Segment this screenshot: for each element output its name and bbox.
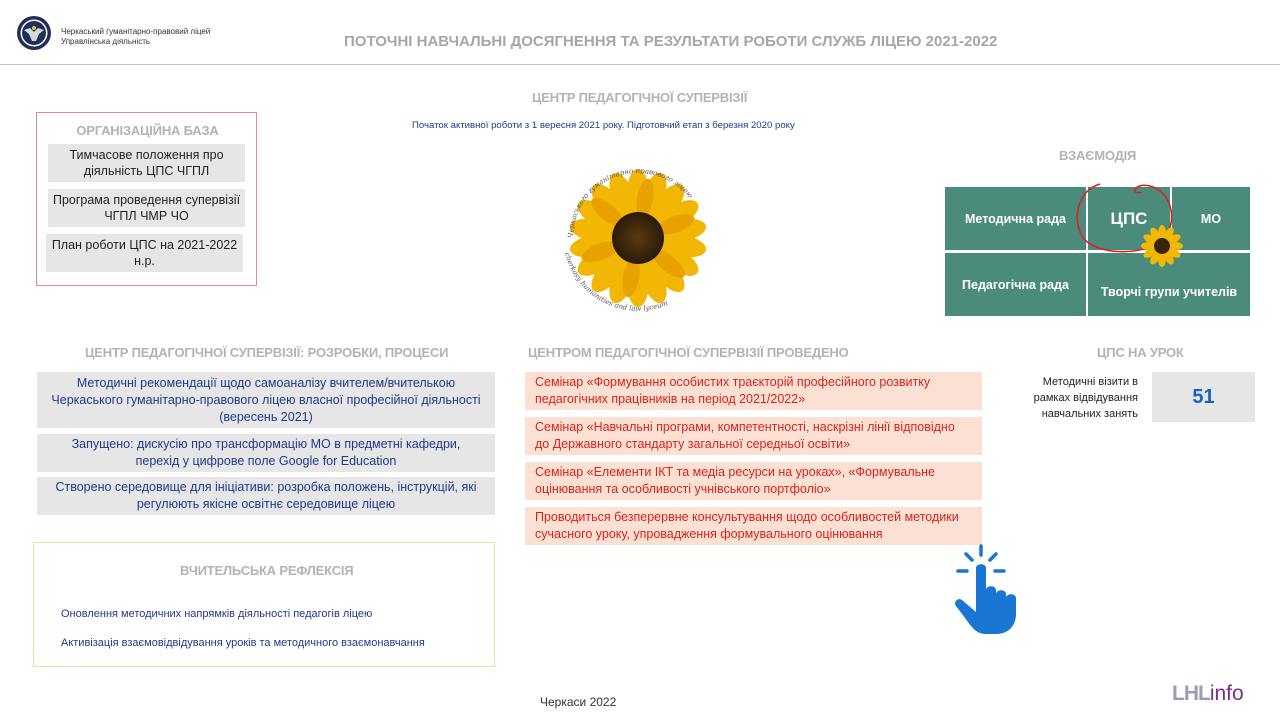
center-title: ЦЕНТР ПЕДАГОГІЧНОЇ СУПЕРВІЗІЇ — [532, 90, 748, 105]
sunflower-icon — [1140, 224, 1184, 268]
reflection-item: Оновлення методичних напрямків діяльності педагогів ліцею — [61, 608, 373, 620]
lesson-visits-count: 51 — [1152, 372, 1255, 422]
developments-title: ЦЕНТР ПЕДАГОГІЧНОЇ СУПЕРВІЗІЇ: РОЗРОБКИ, ПРОЦЕСИ — [85, 345, 449, 360]
lhl-info-logo — [1172, 682, 1244, 706]
tile-methodical-council: Методична рада — [945, 187, 1086, 250]
tile-mo: МО — [1172, 187, 1250, 250]
center-subtitle: Початок активної роботи з 1 вересня 2021 року. Підготовчий етап з березня 2020 року — [412, 120, 795, 131]
pointing-hand-icon[interactable] — [950, 542, 1026, 636]
logo-info: info — [1209, 682, 1244, 705]
emblem-text-bottom: cherkasy humanities and law lyceum — [563, 251, 669, 313]
seminar-item: Семінар «Елементи ІКТ та медіа ресурси на уроках», «Формувальне оцінювання та особливості учнівського портфоліо» — [525, 462, 982, 500]
seminar-item: Проводиться безперервне консультування щодо особливостей методики сучасного уроку, упровадження формувального оцінювання — [525, 507, 982, 545]
org-base-item: Програма проведення супервізії ЧГПЛ ЧМР ЧО — [48, 189, 245, 227]
sunflower-emblem — [543, 143, 733, 333]
org-section: Управлінська діяльність — [61, 37, 151, 46]
org-base-item: Тимчасове положення про діяльність ЦПС ЧГПЛ — [48, 144, 245, 182]
logo-lhl: LHL — [1172, 682, 1210, 705]
tile-cps: ЦПС — [1088, 187, 1170, 250]
development-item: Запущено: дискусію про трансформацію МО в предметні кафедри, перехід у цифрове поле Google for Education — [37, 434, 495, 472]
tile-creative-groups: Творчі групи учителів — [1088, 253, 1250, 316]
development-item: Створено середовище для ініціативи: розробка положень, інструкцій, які регулюють якісне освітнє середовище ліцею — [37, 477, 495, 515]
school-emblem-icon — [16, 15, 52, 51]
org-name: Черкаський гуманітарно-правовий ліцей — [61, 27, 211, 36]
tile-pedagogical-council: Педагогічна рада — [945, 253, 1086, 316]
lesson-label: Методичні візити в рамках відвідування навчальних занять — [1033, 376, 1138, 420]
conducted-title: ЦЕНТРОМ ПЕДАГОГІЧНОЇ СУПЕРВІЗІЇ ПРОВЕДЕНО — [528, 345, 849, 360]
seminar-item: Семінар «Навчальні програми, компетентності, наскрізні лінії відповідно до Державного стандарту загальної середньої освіти» — [525, 417, 982, 455]
reflection-title: ВЧИТЕЛЬСЬКА РЕФЛЕКСІЯ — [180, 563, 354, 578]
development-item: Методичні рекомендації щодо самоаналізу вчителем/вчителькою Черкаського гуманітарно-правового ліцею власної професійної діяльності (вересень 2021) — [37, 372, 495, 428]
org-base-item: План роботи ЦПС на 2021-2022 н.р. — [46, 234, 243, 272]
emblem-text-top: Черкаського гуманітарно-правового ліцею — [566, 166, 695, 239]
lesson-title: ЦПС НА УРОК — [1097, 345, 1184, 360]
footer-city: Черкаси 2022 — [540, 695, 617, 709]
interaction-title: ВЗАЄМОДІЯ — [1059, 148, 1137, 163]
org-base-title: ОРГАНІЗАЦІЙНА БАЗА — [76, 123, 219, 138]
seminar-item: Семінар «Формування особистих траєкторій професійного розвитку педагогічних працівників на період 2021/2022» — [525, 372, 982, 410]
header-divider — [0, 64, 1280, 65]
reflection-item: Активізація взаємовідвідування уроків та методичного взаємонавчання — [61, 637, 425, 649]
page-title: ПОТОЧНІ НАВЧАЛЬНІ ДОСЯГНЕННЯ ТА РЕЗУЛЬТАТИ РОБОТИ СЛУЖБ ЛІЦЕЮ 2021-2022 — [344, 33, 998, 50]
